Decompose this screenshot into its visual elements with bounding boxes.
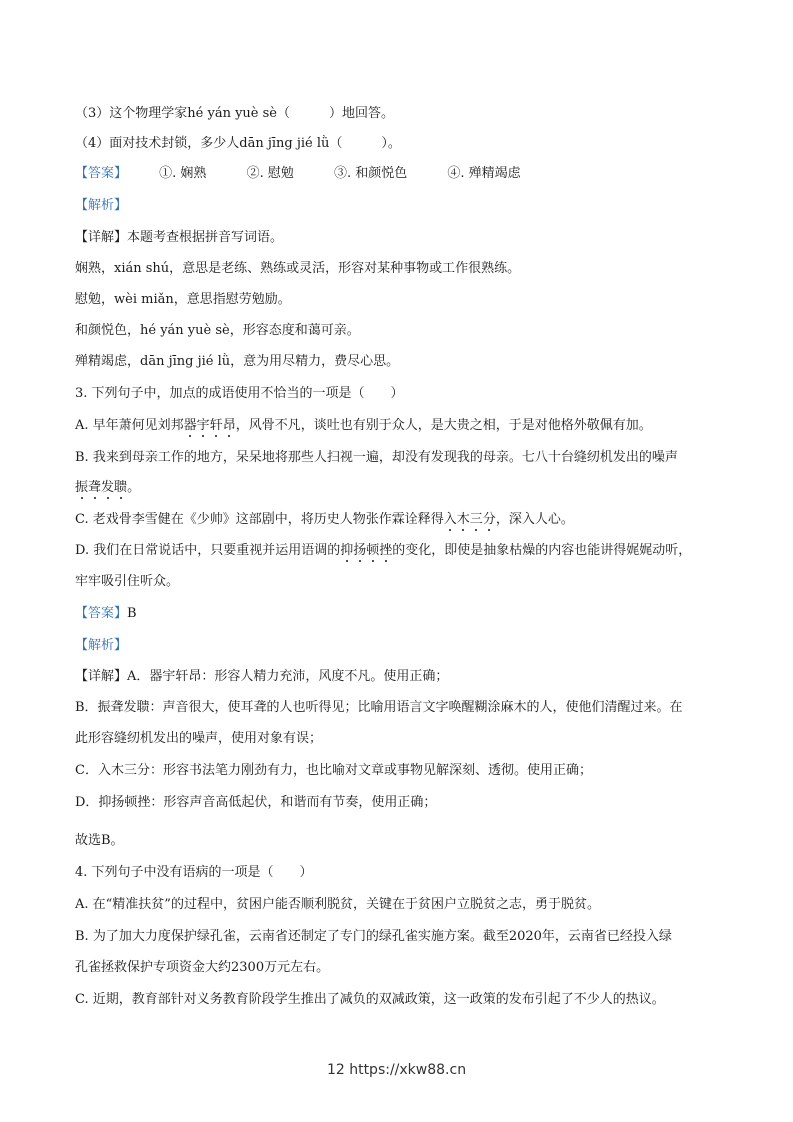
emphasis-char: 入 — [443, 512, 457, 527]
question-3-option-a — [75, 416, 723, 436]
dotted-idiom — [444, 512, 496, 527]
answer-option: ②. 慰勉 — [246, 166, 294, 181]
analysis-tag: 【解析】 — [75, 638, 128, 653]
dotted-idiom — [340, 543, 392, 558]
emphasis-char: 器 — [183, 418, 197, 433]
emphasis-char: 扬 — [353, 543, 367, 558]
dotted-idiom — [75, 480, 127, 495]
detail-line: B．振聋发聩：声音很大，使耳聋的人也听得见；比喻用语言文字唤醒糊涂麻木的人，使他们清醒过来。在 — [75, 700, 683, 715]
emphasis-char: 宇 — [196, 418, 210, 433]
question-2-item-3: （3）这个物理学家hé yán yuè sè（ ）地回答。 — [75, 106, 394, 121]
detail-line: 【详解】A．器宇轩昂：形容人精力充沛，风度不凡。使用正确； — [75, 669, 449, 684]
question-3-option-d-cont: 牢牢吸引住听众。 — [75, 574, 180, 589]
analysis-tag: 【解析】 — [75, 198, 128, 213]
explanation-line: 殚精竭虑，dān jīng jié lǜ，意为用尽精力，费尽心思。 — [75, 354, 400, 369]
question-4-option-b-cont: 孔雀拯救保护专项资金大约2300万元左右。 — [75, 960, 330, 975]
question-4-stem: 4. 下列句子中没有语病的一项是（ ） — [75, 865, 313, 880]
option-text: ，风骨不凡，谈吐也有别于众人，是大贵之相，于是对他格外敬佩有加。 — [235, 418, 652, 433]
option-text: ，深入人心。 — [495, 512, 574, 527]
emphasis-char: 聋 — [88, 480, 102, 495]
option-text: 的变化，即使是抽象枯燥的内容也能讲得娓娓动听， — [392, 543, 692, 558]
question-4-option-a: A. 在“精准扶贫”的过程中，贫困户能否顺利脱贫，关键在于贫困户立脱贫之志，勇于脱贫。 — [75, 897, 600, 912]
conclusion: 故选B。 — [75, 833, 124, 848]
explanation-line: 娴熟，xián shú，意思是老练、熟练或灵活，形容对某种事物或工作很熟练。 — [75, 261, 521, 276]
answer-option: ④. 殚精竭虑 — [447, 166, 521, 181]
emphasis-char: 木 — [456, 512, 470, 527]
answer-tag: 【答案】 — [75, 606, 128, 621]
emphasis-char: 轩 — [209, 418, 223, 433]
option-text: C. 老戏骨李雪健在《少帅》这部剧中，将历史人物张作霖诠释得 — [75, 512, 444, 527]
question-4-option-b: B. 为了加大力度保护绿孔雀，云南省还制定了专门的绿孔雀实施方案。截至2020年，云南省已经投入绿 — [75, 929, 672, 944]
emphasis-char: 抑 — [340, 543, 354, 558]
question-3-option-c — [75, 510, 723, 530]
answer-row — [75, 604, 723, 624]
question-3-stem: 3. 下列句子中，加点的成语使用不恰当的一项是（ ） — [75, 386, 404, 401]
emphasis-char: 昂 — [222, 418, 236, 433]
page-footer[interactable]: 12 https://xkw88.cn — [326, 1062, 467, 1078]
emphasis-char: 挫 — [379, 543, 393, 558]
detail-intro: 【详解】本题考查根据拼音写词语。 — [75, 230, 284, 245]
emphasis-char: 三 — [469, 512, 483, 527]
question-3-option-b-cont — [75, 478, 723, 498]
question-3-option-d — [75, 541, 723, 561]
answer-tag: 【答案】 — [75, 166, 128, 181]
emphasis-char: 分 — [482, 512, 496, 527]
option-text: A. 早年萧何见刘邦 — [75, 418, 184, 433]
answer-option: ③. 和颜悦色 — [333, 166, 408, 181]
question-2-item-4: （4）面对技术封锁，多少人dān jīng jié lǜ（ ）。 — [75, 136, 401, 151]
option-text: D. 我们在日常说话中，只要重视并运用语调的 — [75, 543, 341, 558]
answer-row — [75, 164, 723, 184]
detail-line: C．入木三分：形容书法笔力刚劲有力，也比喻对文章或事物见解深刻、透彻。使用正确； — [75, 763, 592, 778]
emphasis-char: 聩 — [114, 480, 128, 495]
detail-line: 此形容缝纫机发出的噪声，使用对象有误； — [75, 731, 323, 746]
option-text: 。 — [127, 480, 141, 495]
question-3-option-b: B. 我来到母亲工作的地方，呆呆地将那些人扫视一遍，却没有发现我的母亲。七八十台缝纫机发出的噪声 — [75, 450, 678, 465]
explanation-line: 慰勉，wèi miǎn，意思指慰劳勉励。 — [75, 292, 291, 307]
detail-line: D．抑扬顿挫：形容声音高低起伏，和谐而有节奏，使用正确； — [75, 795, 437, 810]
emphasis-char: 振 — [75, 480, 89, 495]
answer-value: B — [127, 606, 137, 621]
question-4-option-c: C. 近期，教育部针对义务教育阶段学生推出了减负的双减政策，这一政策的发布引起了不少人的热议。 — [75, 992, 665, 1007]
emphasis-char: 发 — [101, 480, 115, 495]
emphasis-char: 顿 — [366, 543, 380, 558]
explanation-line: 和颜悦色，hé yán yuè sè，形容态度和蔼可亲。 — [75, 323, 360, 338]
dotted-idiom — [184, 418, 236, 433]
answer-option: ①. 娴熟 — [159, 166, 207, 181]
